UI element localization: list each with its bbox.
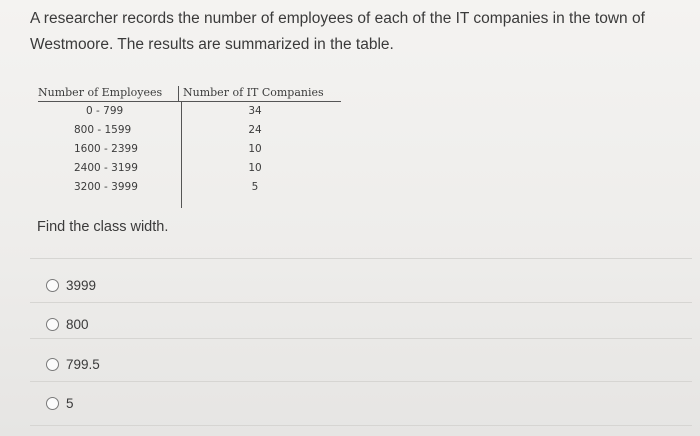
divider [30, 381, 692, 382]
table-cell: 0 - 799 [86, 105, 124, 117]
header-employees: Number of Employees [38, 86, 163, 99]
table-cell: 10 [248, 143, 262, 155]
radio-button[interactable] [46, 397, 59, 410]
employees-column [38, 102, 181, 208]
divider [30, 258, 692, 259]
radio-button[interactable] [46, 358, 59, 371]
header-companies: Number of IT Companies [178, 86, 341, 101]
option-label: 799.5 [66, 357, 100, 372]
option-label: 5 [66, 396, 74, 411]
table-cell: 24 [248, 124, 262, 136]
question-text: A researcher records the number of employees of each of the IT companies in the town of Westmoore. The results are summarized in the table. [30, 10, 645, 53]
table-cell: 10 [248, 162, 262, 174]
table-cell: 3200 - 3999 [74, 181, 138, 193]
divider [30, 302, 692, 303]
table-cell: 800 - 1599 [74, 124, 132, 136]
divider [30, 338, 692, 339]
option-3999[interactable] [46, 278, 96, 293]
frequency-table [38, 84, 341, 208]
divider [30, 425, 692, 426]
option-799-5[interactable] [46, 357, 100, 372]
prompt-text: Find the class width. [37, 219, 169, 235]
option-800[interactable] [46, 317, 89, 332]
radio-button[interactable] [46, 279, 59, 292]
option-label: 3999 [66, 278, 97, 293]
option-5[interactable] [46, 396, 74, 411]
companies-column [181, 102, 338, 208]
table-cell: 5 [251, 181, 259, 193]
table-header [38, 84, 341, 102]
option-label: 800 [66, 317, 89, 332]
radio-button[interactable] [46, 318, 59, 331]
table-body [38, 102, 341, 208]
table-cell: 2400 - 3199 [74, 162, 138, 174]
table-cell: 34 [248, 105, 262, 117]
table-cell: 1600 - 2399 [74, 143, 138, 155]
